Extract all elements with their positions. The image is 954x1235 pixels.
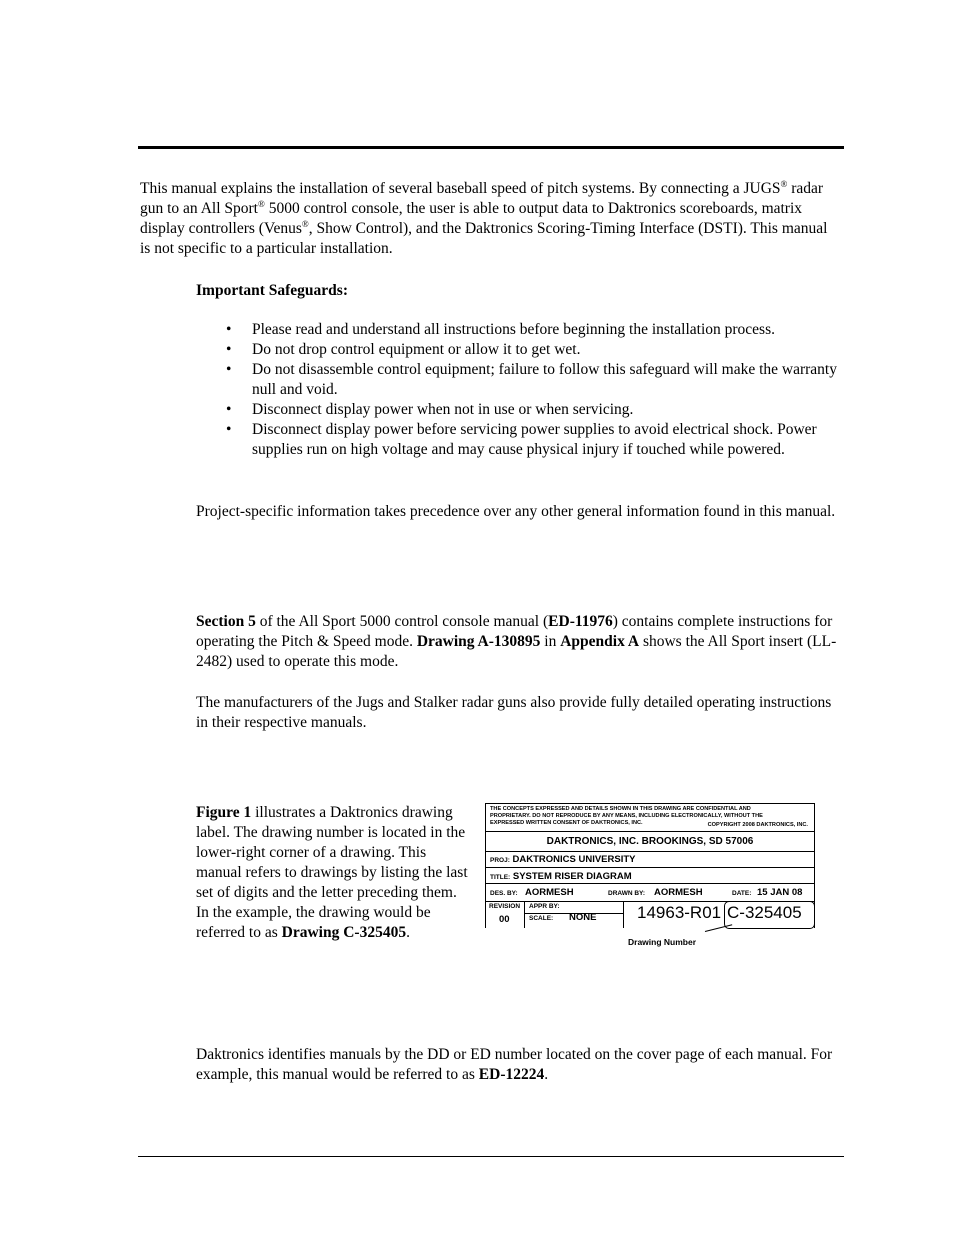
manuals-paragraph: Daktronics identifies manuals by the DD or ED number located on the cover page of each manual. For example, this manual would be referred to as ED-12224.	[196, 1046, 833, 1083]
bullet-icon: •	[226, 401, 232, 418]
drawing-number: C-325405	[727, 903, 802, 922]
title-line: TITLE: SYSTEM RISER DIAGRAM	[486, 869, 814, 884]
list-item: • Please read and understand all instructions before beginning the installation process.	[226, 321, 775, 338]
safeguards-heading: Important Safeguards:	[196, 282, 348, 299]
bullet-icon: •	[226, 321, 232, 338]
project-line: PROJ: DAKTRONICS UNIVERSITY	[486, 852, 814, 868]
bullet-icon: •	[226, 421, 232, 438]
list-item: • Disconnect display power before servicing power supplies to avoid electrical shock. Power supplies run on high voltage and may cause physical injury if touched while powered.	[226, 421, 817, 458]
designer-line: DES. BY: AORMESH DRAWN BY: AORMESH DATE: 15 JAN 08	[486, 885, 814, 902]
section5-paragraph: Section 5 of the All Sport 5000 control console manual (ED-11976) contains complete instructions for operating the Pitch & Speed mode. Drawing A-130895 in Appendix A shows the All Sport insert (LL-2482) used to operate this mode.	[196, 613, 837, 670]
bullet-icon: •	[226, 341, 232, 358]
list-item: • Disconnect display power when not in use or when servicing.	[226, 401, 634, 418]
safeguards-list	[196, 320, 846, 460]
figure-description: Figure 1 illustrates a Daktronics drawing label. The drawing number is located in the lower-right corner of a drawing. This manual refers to drawings by listing the last set of digits and the letter preceding them. In the example, the drawing would be referred to as Drawing C-325405.	[196, 804, 468, 941]
job-number: 14963-R01	[637, 903, 722, 922]
company-line: DAKTRONICS, INC. BROOKINGS, SD 57006	[486, 833, 814, 852]
drawing-number-caption: Drawing Number	[628, 937, 697, 947]
footer-rule	[138, 1156, 844, 1157]
list-item: • Do not drop control equipment or allow it to get wet.	[226, 341, 581, 358]
list-item: • Do not disassemble control equipment; failure to follow this safeguard will make the warranty null and void.	[226, 361, 837, 398]
revision-block: REVISION 00 APPR BY: SCALE: NONE	[486, 902, 814, 928]
manufacturers-paragraph: The manufacturers of the Jugs and Stalker radar guns also provide fully detailed operating instructions in their respective manuals.	[196, 694, 832, 731]
header-rule	[138, 146, 844, 149]
project-note: Project-specific information takes precedence over any other general information found in this manual.	[196, 503, 836, 520]
confidential-notice: THE CONCEPTS EXPRESSED AND DETAILS SHOWN IN THIS DRAWING ARE CONFIDENTIAL AND PROPRIETARY. DO NOT REPRODUCE BY ANY MEANS, INCLUDING ELECTRONICALLY, WITHOUT THE EXPRESSED WRITTEN CONSENT OF DAKTRONICS, INC. COPYRIGHT 2008 DAKTRONICS, INC.	[486, 804, 814, 832]
bullet-icon: •	[226, 361, 232, 378]
copyright-notice: COPYRIGHT 2008 DAKTRONICS, INC.	[707, 822, 808, 829]
intro-paragraph: This manual explains the installation of several baseball speed of pitch systems. By connecting a JUGS® radar gun to an All Sport® 5000 control console, the user is able to output data to Daktronics scoreboards, matrix display controllers (Venus®, Show Control), and the Daktronics Scoring-Timing Interface (DSTI). This manual is not specific to a particular installation.	[140, 178, 828, 257]
